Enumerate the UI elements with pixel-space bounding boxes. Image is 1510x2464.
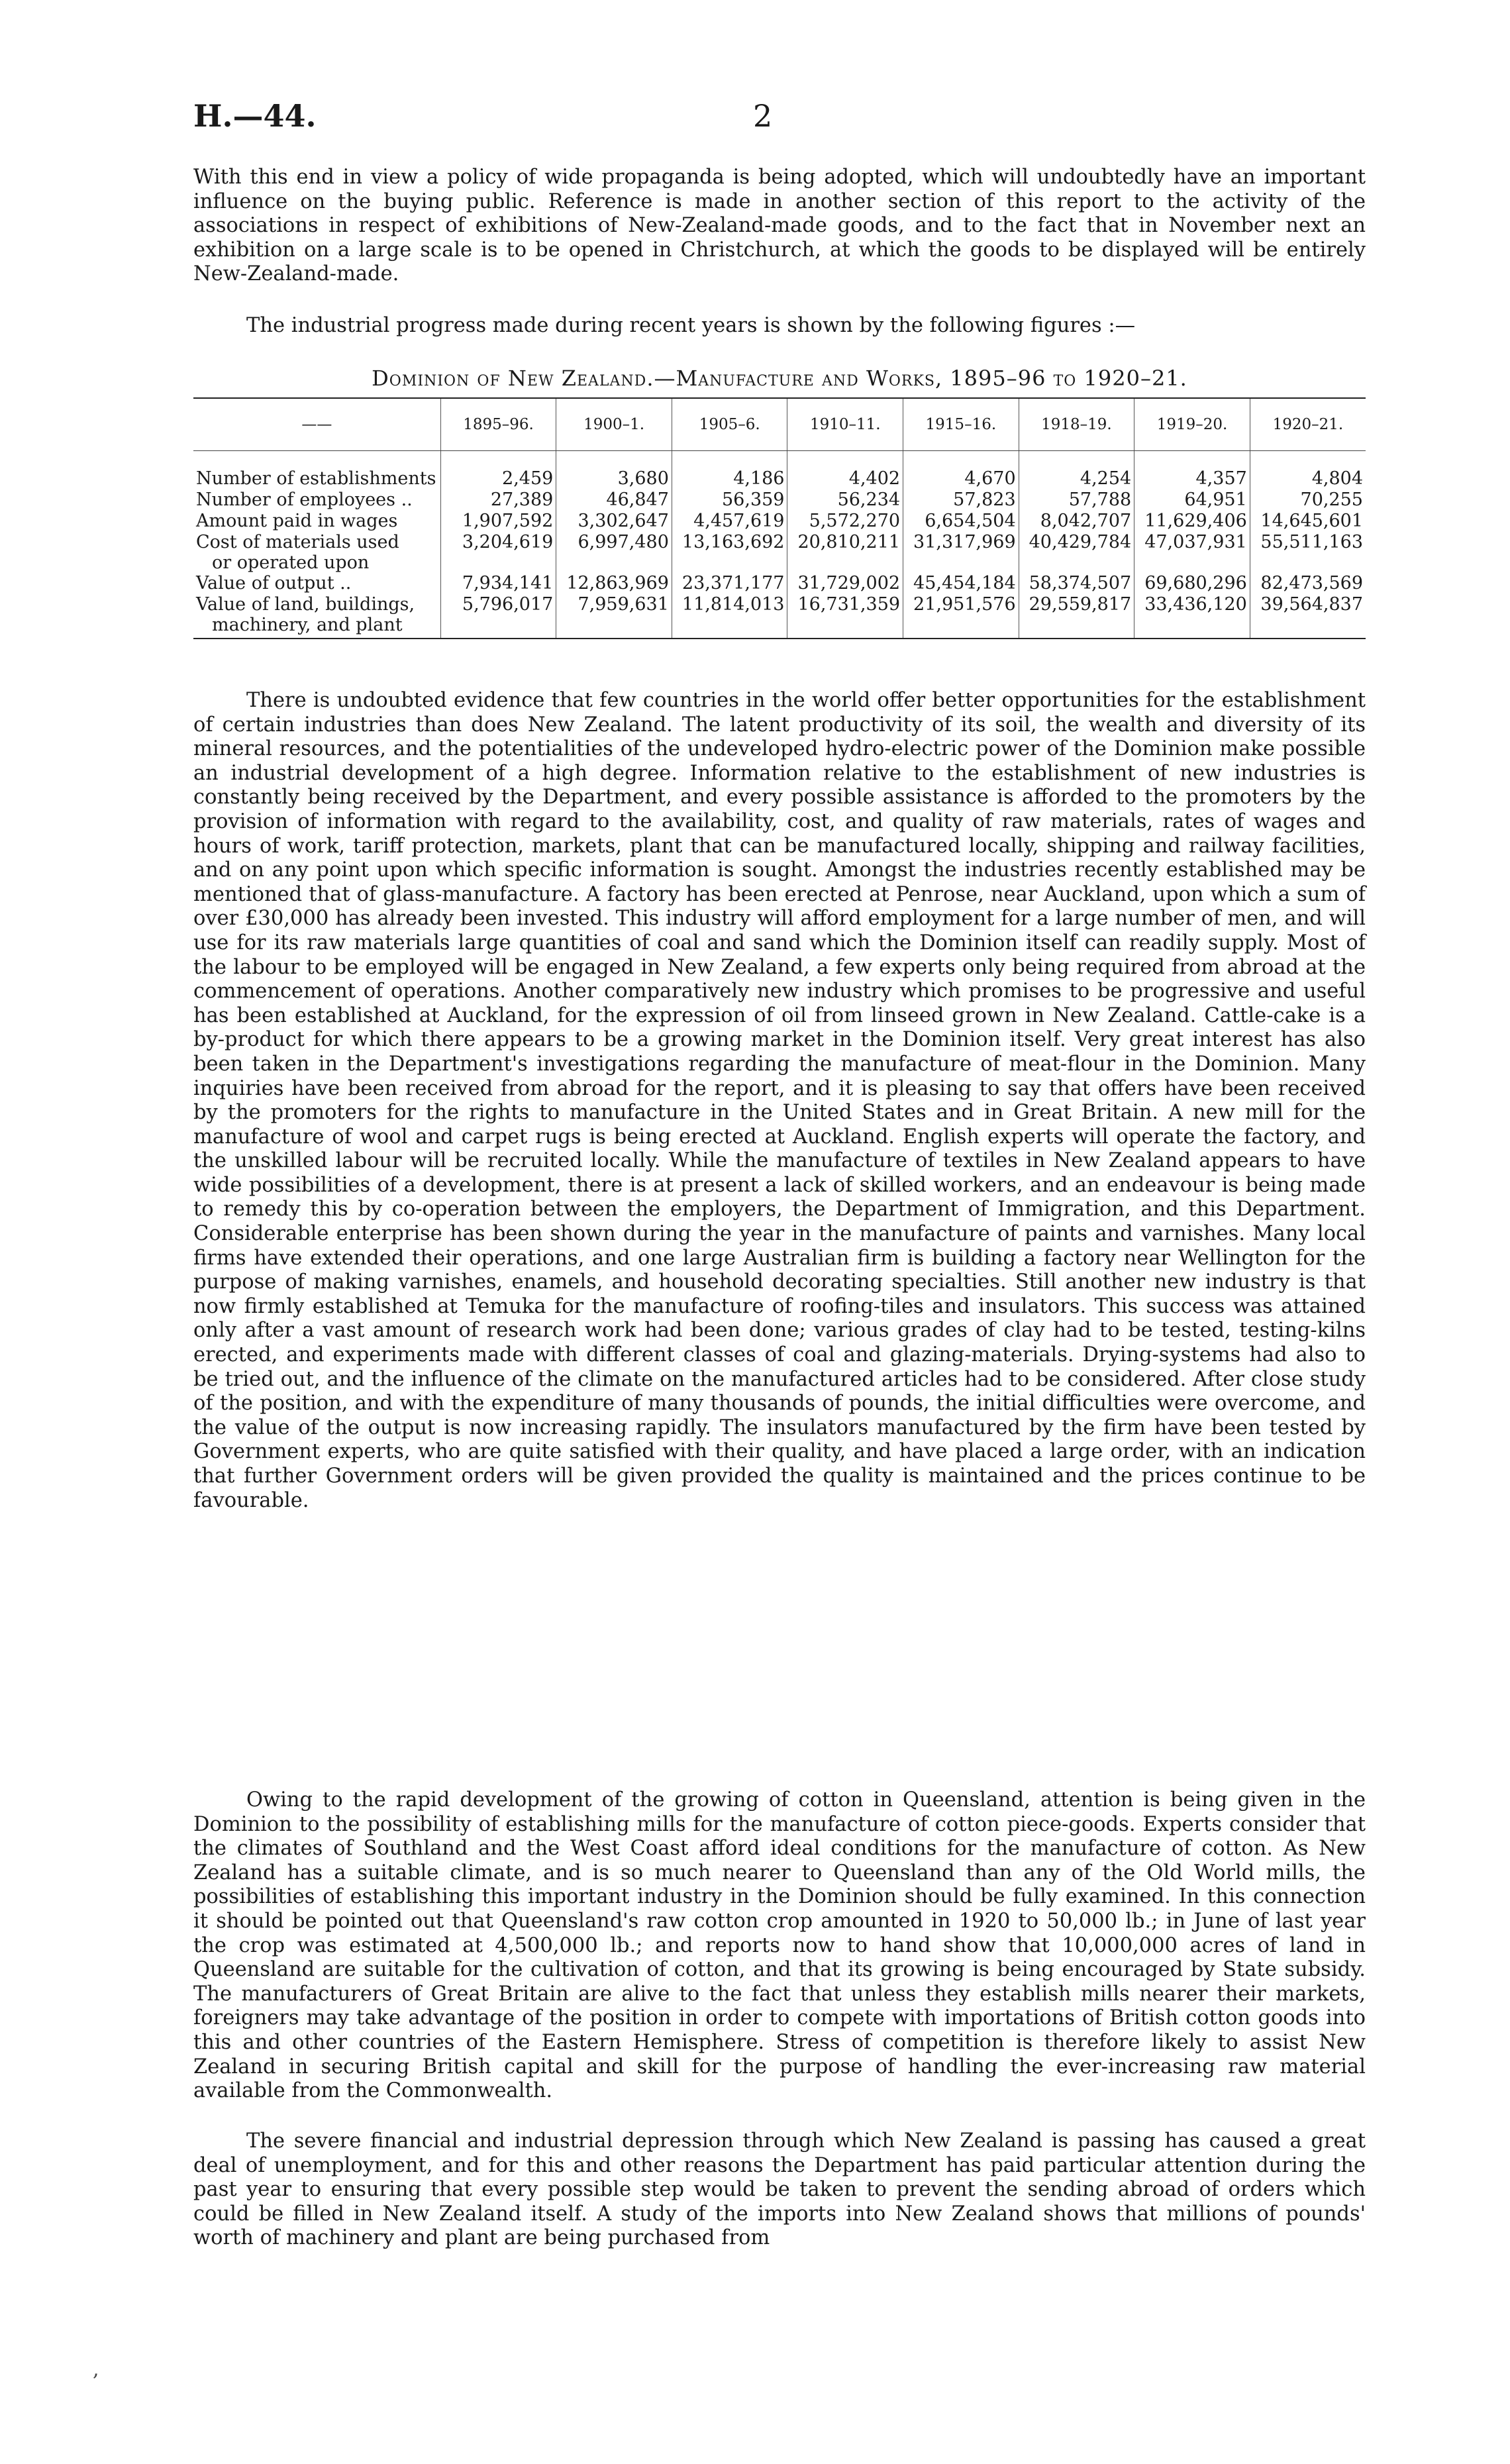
table-cell: 56,234 [787,489,903,511]
header-corner: —— [193,398,440,451]
table-cell: 45,454,184 [903,573,1019,594]
table-cell: 33,436,120 [1134,594,1250,639]
table-cell: 57,788 [1019,489,1134,511]
table-cell: 27,389 [440,489,556,511]
row-label [193,594,440,639]
table-cell: 64,951 [1134,489,1250,511]
table-row [193,451,1366,490]
table-cell: 4,804 [1250,451,1366,490]
figures-lead-paragraph [193,314,1366,338]
row-label-text: Cost of materials used [196,532,399,552]
table-cell: 23,371,177 [672,573,787,594]
table-header-row [193,398,1366,451]
table-cell: 1,907,592 [440,511,556,532]
manufacture-statistics-table [193,397,1366,639]
row-label-text: Value of land, buildings, [196,594,415,615]
table-cell: 29,559,817 [1019,594,1134,639]
row-label-text: Number of establishments [196,468,436,489]
table-cell: 7,934,141 [440,573,556,594]
table-cell: 31,317,969 [903,532,1019,573]
table-row [193,594,1366,639]
header-year: 1905–6. [672,398,787,451]
header-year: 1895–96. [440,398,556,451]
table-cell: 31,729,002 [787,573,903,594]
row-label [193,511,440,532]
document-code: H.—44. [193,98,317,134]
table-cell: 5,572,270 [787,511,903,532]
body-paragraph-text: Owing to the rapid development of the growing of cotton in Queensland, attention is being given in the Dominion to the possibility of establishing mills for the manufacture of cotton piece-goods. Experts consider that the climates of Southland and the West Coast afford ideal conditions for the manufacture of cotton. As New Zealand has a suitable climate, and is so much nearer to Queensland than any of the Old World mills, the possibilities of establishing this important industry in the Dominion should be fully examined. In this connection it should be pointed out that Queensland's raw cotton crop amounted in 1920 to 50,000 lb.; in June of last year the crop was estimated at 4,500,000 lb.; and reports now to hand show that 10,000,000 acres of land in Queensland are suitable for the cultivation of cotton, and that its growing is being encouraged by State subsidy. The manufacturers of Great Britain are alive to the fact that unless they establish mills nearer their markets, foreigners may take advantage of the position in order to compete with importations of British cotton goods into this and other countries of the Eastern Hemisphere. Stress of competition is therefore likely to assist New Zealand in securing British capital and skill for the purpose of handling the ever-increasing raw material available from the Commonwealth. [193,1788,1366,2103]
body-paragraph-depression [193,2130,1366,2251]
table-row [193,573,1366,594]
header-year: 1910–11. [787,398,903,451]
table-cell: 46,847 [556,489,672,511]
intro-paragraph-text: With this end in view a policy of wide propaganda is being adopted, which will undoubtedly have an important influence on the buying public. Reference is made in another section of this report to the activity of the associations in respect of exhibitions of New-Zealand-made goods, and to the fact that in November next an exhibition on a large scale is to be opened in Christchurch, at which the goods to be displayed will be entirely New-Zealand-made. [193,166,1366,286]
table-cell: 21,951,576 [903,594,1019,639]
row-label [193,451,440,490]
table-cell: 69,680,296 [1134,573,1250,594]
table-cell: 3,302,647 [556,511,672,532]
table-cell: 55,511,163 [1250,532,1366,573]
table-row [193,511,1366,532]
table-cell: 57,823 [903,489,1019,511]
table-cell: 16,731,359 [787,594,903,639]
table-cell: 7,959,631 [556,594,672,639]
table-cell: 58,374,507 [1019,573,1134,594]
row-label-text: Number of employees .. [196,489,413,510]
table-cell: 4,357 [1134,451,1250,490]
header-year: 1919–20. [1134,398,1250,451]
table-cell: 39,564,837 [1250,594,1366,639]
table-row [193,532,1366,573]
header-year: 1900–1. [556,398,672,451]
statistics-table-wrapper [193,397,1366,639]
page-footer-mark: , [93,2358,99,2381]
table-cell: 4,457,619 [672,511,787,532]
body-paragraph-cotton [193,1788,1366,2104]
table-cell: 56,359 [672,489,787,511]
table-cell: 70,255 [1250,489,1366,511]
table-cell: 82,473,569 [1250,573,1366,594]
row-label-subtext: machinery, and plant [212,615,403,635]
row-label-text: Amount paid in wages [196,511,398,531]
row-label-text: Value of output .. [196,573,352,593]
body-paragraph-text: There is undoubted evidence that few countries in the world offer better opportunities for the establishment of certain industries than does New Zealand. The latent productivity of its soil, the wealth and diversity of its mineral resources, and the potentialities of the undeveloped hydro-electric power of the Dominion make possible an industrial development of a high degree. Information relative to the establishment of new industries is constantly being received by the Department, and every possible assistance is afforded to the promoters by the provision of information with regard to the availability, cost, and quality of raw materials, rates of wages and hours of work, tariff protection, markets, plant that can be manufactured locally, shipping and railway facilities, and on any point upon which specific information is sought. Amongst the industries recently established may be mentioned that of glass-manufacture. A factory has been erected at Penrose, near Auckland, upon which a sum of over £30,000 has already been invested. This industry will afford employment for a large number of men, and will use for its raw materials large quantities of coal and sand which the Dominion itself can readily supply. Most of the labour to be employed will be engaged in New Zealand, a few experts only being required from abroad at the commencement of operations. Another comparatively new industry which promises to be progressive and useful has been established at Auckland, for the expression of oil from linseed grown in New Zealand. Cattle-cake is a by-product for which there appears to be a growing market in the Dominion itself. Very great interest has also been taken in the Department's investigations regarding the manufacture of meat-flour in the Dominion. Many inquiries have been received from abroad for the report, and it is pleasing to say that offers have been received by the promoters for the rights to manufacture in the United States and in Great Britain. A new mill for the manufacture of wool and carpet rugs is being erected at Auckland. English experts will operate the factory, and the unskilled labour will be recruited locally. While the manufacture of textiles in New Zealand appears to have wide possibilities of a development, there is at present a lack of skilled workers, and an endeavour is being made to remedy this by co-operation between the employers, the Department of Immigration, and this Department. Considerable enterprise has been shown during the year in the manufacture of paints and varnishes. Many local firms have extended their operations, and one large Australian firm is building a factory near Wellington for the purpose of making varnishes, enamels, and household decorating specialties. Still another new industry is that now firmly established at Temuka for the manufacture of roofing-tiles and insulators. This success was attained only after a vast amount of research work had been done; various grades of clay had to be tested, testing-kilns erected, and experiments made with different classes of coal and glazing-materials. Drying-systems had also to be tried out, and the influence of the climate on the manufactured articles had to be considered. After close study of the position, and with the expenditure of many thousands of pounds, the initial difficulties were overcome, and the value of the output is now increasing rapidly. The insulators manufactured by the firm have been tested by Government experts, who are quite satisfied with their quality, and have placed a large order, with an indication that further Government orders will be given provided the quality is maintained and the prices continue to be favourable. [193,689,1366,1512]
table-cell: 47,037,931 [1134,532,1250,573]
table-cell: 6,654,504 [903,511,1019,532]
table-cell: 14,645,601 [1250,511,1366,532]
table-cell: 4,402 [787,451,903,490]
table-cell: 12,863,969 [556,573,672,594]
table-cell: 8,042,707 [1019,511,1134,532]
table-cell: 4,670 [903,451,1019,490]
table-cell: 6,997,480 [556,532,672,573]
row-label-subtext: or operated upon [212,552,370,573]
table-cell: 2,459 [440,451,556,490]
header-year: 1915–16. [903,398,1019,451]
row-label [193,573,440,594]
table-cell: 5,796,017 [440,594,556,639]
table-cell: 4,254 [1019,451,1134,490]
body-paragraph-industries [193,689,1366,1513]
page-header [193,98,1366,144]
table-cell: 3,680 [556,451,672,490]
intro-paragraph [193,166,1366,287]
page-number: 2 [753,98,773,134]
row-label [193,532,440,573]
table-cell: 4,186 [672,451,787,490]
header-year: 1918–19. [1019,398,1134,451]
table-cell: 11,814,013 [672,594,787,639]
table-cell: 3,204,619 [440,532,556,573]
header-year: 1920–21. [1250,398,1366,451]
figures-lead-text: The industrial progress made during recent years is shown by the following figures :— [246,314,1136,337]
table-cell: 20,810,211 [787,532,903,573]
table-cell: 11,629,406 [1134,511,1250,532]
table-cell: 13,163,692 [672,532,787,573]
body-paragraph-text: The severe financial and industrial depression through which New Zealand is passing has caused a great deal of unemployment, and for this and other reasons the Department has paid particular attention during the past year to ensuring that every possible step would be taken to prevent the sending abroad of orders which could be filled in New Zealand itself. A study of the imports into New Zealand shows that millions of pounds' worth of machinery and plant are being purchased from [193,2130,1366,2250]
row-label [193,489,440,511]
table-row [193,489,1366,511]
table-cell: 40,429,784 [1019,532,1134,573]
table-title: Dominion of New Zealand.—Manufacture and Works, 1895–96 to 1920–21. [372,366,1187,391]
